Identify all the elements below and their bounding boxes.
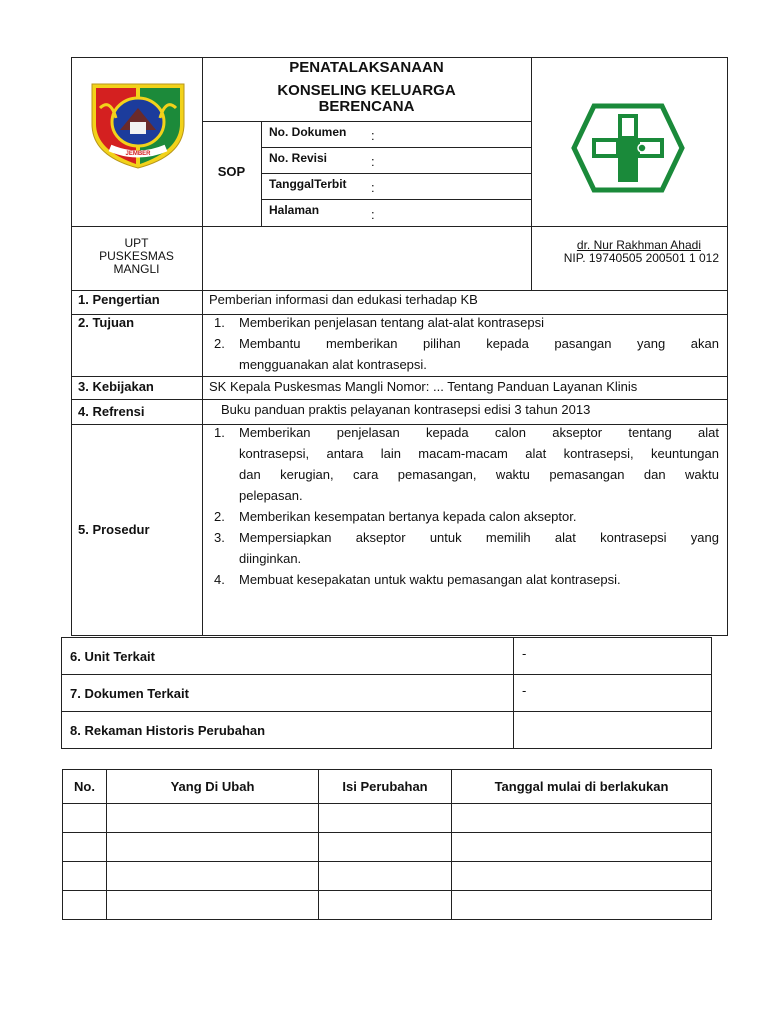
prosedur-item-1-number: 1.	[214, 425, 225, 440]
table-cell	[319, 833, 452, 862]
dokumen-terkait-label: 7. Dokumen Terkait	[62, 675, 514, 712]
pengertian-text: Pemberian informasi dan edukasi terhadap KB	[209, 292, 478, 307]
meta-value-halaman: :	[371, 207, 375, 222]
table-cell	[452, 804, 712, 833]
meta-label-no-dokumen: No. Dokumen	[269, 125, 347, 139]
table-row	[63, 804, 712, 833]
meta-label-no-revisi: No. Revisi	[269, 151, 328, 165]
table-cell	[319, 804, 452, 833]
table-cell	[107, 862, 319, 891]
rekaman-historis-label: 8. Rekaman Historis Perubahan	[62, 712, 514, 749]
table-header-row	[63, 770, 712, 804]
table-row	[63, 833, 712, 862]
meta-value-no-revisi: :	[371, 154, 375, 169]
table-cell	[452, 862, 712, 891]
prosedur-label: 5. Prosedur	[78, 522, 150, 537]
unit-name-line-1: UPT	[124, 236, 149, 250]
tujuan-item-2-number: 2.	[214, 336, 225, 351]
prosedur-item-4-number: 4.	[214, 572, 225, 587]
prosedur-item-2-text: Memberikan kesempatan bertanya kepada calon akseptor.	[239, 509, 577, 524]
unit-name-line-2: PUSKESMAS	[99, 249, 174, 263]
table-cell	[452, 891, 712, 920]
table-cell	[107, 833, 319, 862]
prosedur-item-3-number: 3.	[214, 530, 225, 545]
table-row	[62, 712, 712, 749]
signer-name: dr. Nur Rakhman Ahadi	[576, 238, 701, 252]
header-no: No.	[63, 770, 107, 804]
prosedur-item-1-line-3: dan kerugian, cara pemasangan, waktu pemasangan dan waktu	[239, 467, 719, 482]
table-cell	[319, 891, 452, 920]
table-cell	[63, 833, 107, 862]
refrensi-label: 4. Refrensi	[78, 404, 145, 419]
meta-value-no-dokumen: :	[371, 128, 375, 143]
jember-regency-logo	[86, 78, 190, 172]
tujuan-label: 2. Tujuan	[78, 315, 135, 330]
table-row	[63, 891, 712, 920]
prosedur-item-1-line-4: pelepasan.	[239, 488, 303, 503]
table-row	[62, 675, 712, 712]
prosedur-item-4-text: Membuat kesepakatan untuk waktu pemasangan alat kontrasepsi.	[239, 572, 621, 587]
table-cell	[107, 891, 319, 920]
pengertian-label: 1. Pengertian	[78, 292, 160, 307]
table-cell	[452, 833, 712, 862]
tujuan-item-1-text: Memberikan penjelasan tentang alat-alat kontrasepsi	[239, 315, 544, 330]
puskesmas-logo	[570, 102, 686, 194]
unit-terkait-value: -	[514, 638, 712, 675]
table-cell	[63, 862, 107, 891]
meta-label-tanggal-terbit: TanggalTerbit	[269, 177, 347, 191]
prosedur-item-1-line-2: kontrasepsi, antara lain macam-macam alat kontrasepsi, keuntungan	[239, 446, 719, 461]
tujuan-item-2-line-2: mengguanakan alat kontrasepsi.	[239, 357, 427, 372]
dokumen-terkait-value: -	[514, 675, 712, 712]
sop-label: SOP	[217, 164, 246, 179]
prosedur-item-1-line-1: Memberikan penjelasan kepada calon akseptor tentang alat	[239, 425, 719, 440]
rekaman-historis-value	[514, 712, 712, 749]
header-isi-perubahan: Isi Perubahan	[319, 770, 452, 804]
table-cell	[107, 804, 319, 833]
prosedur-item-2-number: 2.	[214, 509, 225, 524]
table-cell	[319, 862, 452, 891]
document-title-line-2: KONSELING KELUARGA	[277, 82, 456, 99]
table-cell	[63, 804, 107, 833]
prosedur-item-3-line-2: diinginkan.	[239, 551, 302, 566]
document-title-line-1: PENATALAKSANAAN	[289, 59, 444, 76]
signer-nip: NIP. 19740505 200501 1 012	[563, 251, 719, 265]
document-title-line-3: BERENCANA	[318, 98, 415, 115]
prosedur-item-3-line-1: Mempersiapkan akseptor untuk memilih alat kontrasepsi yang	[239, 530, 719, 545]
unit-name-line-3: MANGLI	[113, 262, 160, 276]
tujuan-item-2-line-1: Membantu memberikan pilihan kepada pasangan yang akan	[239, 336, 719, 351]
change-history-table	[62, 769, 712, 920]
table-row	[63, 862, 712, 891]
header-tanggal-mulai: Tanggal mulai di berlakukan	[452, 770, 712, 804]
meta-label-halaman: Halaman	[269, 203, 320, 217]
unit-terkait-label: 6. Unit Terkait	[62, 638, 514, 675]
svg-text:JEMBER: JEMBER	[125, 151, 151, 157]
tujuan-item-1-number: 1.	[214, 315, 225, 330]
header-yang-di-ubah: Yang Di Ubah	[107, 770, 319, 804]
kebijakan-label: 3. Kebijakan	[78, 379, 154, 394]
meta-value-tanggal-terbit: :	[371, 180, 375, 195]
related-items-table	[61, 637, 712, 749]
table-row	[62, 638, 712, 675]
refrensi-text: Buku panduan praktis pelayanan kontrasepsi edisi 3 tahun 2013	[221, 402, 591, 417]
table-cell	[63, 891, 107, 920]
kebijakan-text: SK Kepala Puskesmas Mangli Nomor: ... Tentang Panduan Layanan Klinis	[209, 379, 638, 394]
